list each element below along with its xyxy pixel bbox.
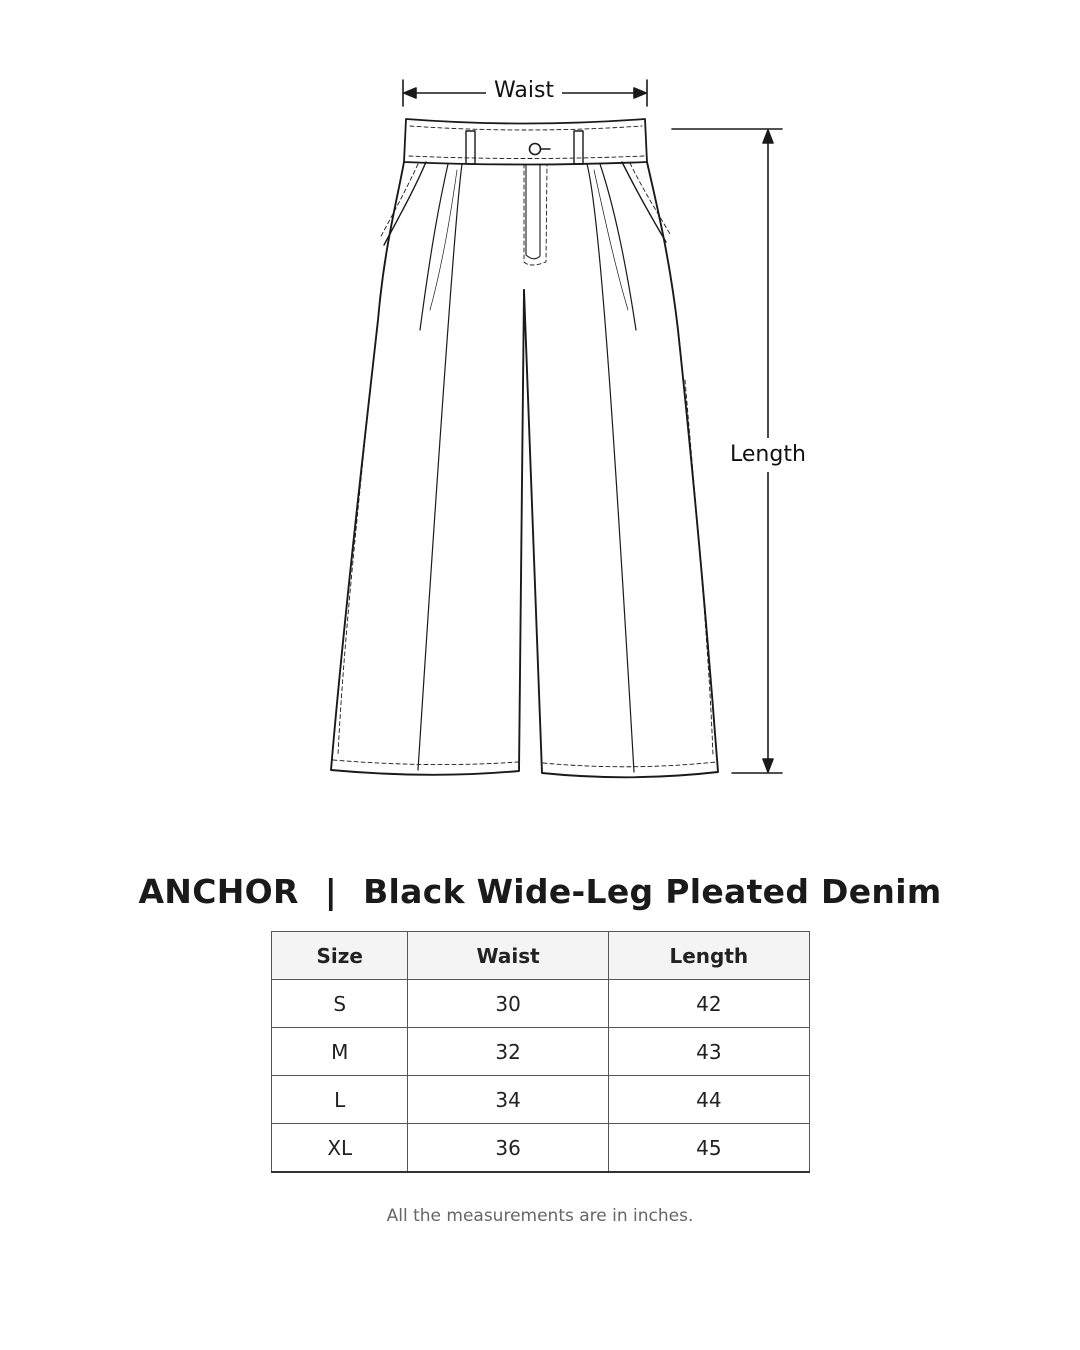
cell-waist: 34 <box>408 1076 608 1124</box>
side-seam-stitching <box>338 380 713 755</box>
table-header-row <box>272 932 810 980</box>
product-title <box>0 872 1080 911</box>
table-row <box>272 1028 810 1076</box>
header-length: Length <box>608 932 809 980</box>
brand-name: ANCHOR <box>138 872 299 911</box>
table-row <box>272 980 810 1028</box>
cell-size: L <box>272 1076 408 1124</box>
hem-stitching <box>333 760 716 767</box>
cell-waist: 30 <box>408 980 608 1028</box>
cell-waist: 32 <box>408 1028 608 1076</box>
table-row <box>272 1124 810 1173</box>
length-dimension-label: Length <box>730 438 806 472</box>
cell-size: M <box>272 1028 408 1076</box>
size-chart-table <box>271 931 810 1173</box>
waist-dimension-label: Waist <box>486 78 562 104</box>
pockets <box>380 162 670 245</box>
table-row <box>272 1076 810 1124</box>
title-separator: | <box>324 872 338 911</box>
cell-size: S <box>272 980 408 1028</box>
fly <box>524 164 547 265</box>
cell-length: 43 <box>608 1028 809 1076</box>
waistband <box>404 119 647 165</box>
product-name: Black Wide-Leg Pleated Denim <box>363 872 942 911</box>
pants-outline <box>331 162 718 777</box>
measurement-note: All the measurements are in inches. <box>386 1206 694 1226</box>
cell-length: 42 <box>608 980 809 1028</box>
header-waist: Waist <box>408 932 608 980</box>
cell-length: 45 <box>608 1124 809 1173</box>
header-size: Size <box>272 932 408 980</box>
cell-size: XL <box>272 1124 408 1173</box>
cell-waist: 36 <box>408 1124 608 1173</box>
cell-length: 44 <box>608 1076 809 1124</box>
